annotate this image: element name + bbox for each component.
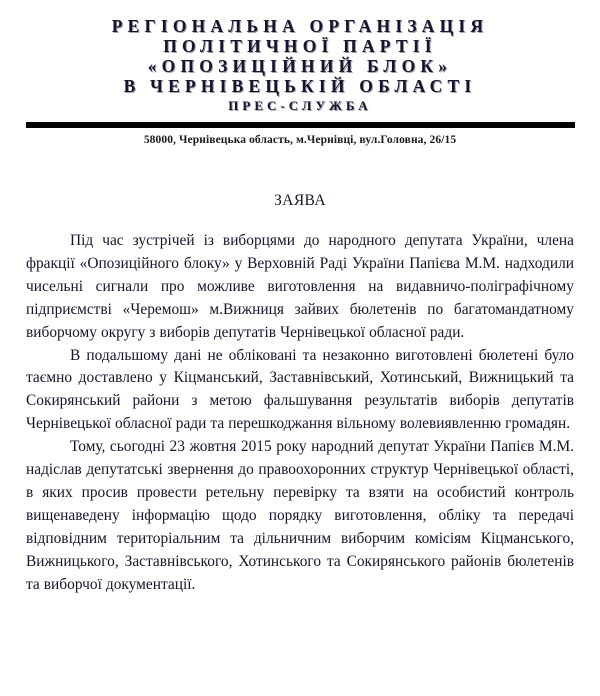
document-title: ЗАЯВА bbox=[274, 192, 326, 209]
letterhead-line-3: «ОПОЗИЦІЙНИЙ БЛОК» bbox=[147, 56, 453, 76]
body-paragraph: В подальшому дані не обліковані та незаконно виготовлені бюлетені було таємно доставлено у Кіцманський, Заставнівський, Хотинський, Вижницький та Сокирянський райони з метою фальшування результатів виборів депутатів Чернівецької обласної ради та перешкоджання вільному волевиявленню громадян. bbox=[26, 346, 574, 433]
header-divider-rule bbox=[26, 122, 575, 128]
document-body bbox=[26, 210, 574, 597]
letterhead-line-1: РЕГІОНАЛЬНА ОРГАНІЗАЦІЯ bbox=[111, 16, 489, 36]
letterhead-line-4: В ЧЕРНІВЕЦЬКІЙ ОБЛАСТІ bbox=[123, 76, 477, 96]
letterhead bbox=[0, 0, 600, 114]
letterhead-line-2: ПОЛІТИЧНОЇ ПАРТІЇ bbox=[163, 36, 437, 56]
body-paragraph: Тому, сьогодні 23 жовтня 2015 року народний депутат України Папієв М.М. надіслав депутатські звернення до правоохоронних структур Чернівецької області, в яких просив провести ретельну перевірку та взяти на особистий контроль вищенаведену інформацію щодо порядку виготовлення, обліку та передачі відповідним територіальним та дільничним виборчим комісіям Кіцманського, Вижницького, Заставнівського, Хотинського та Сокирянського районів бюлетенів та виборчої документації. bbox=[26, 438, 574, 593]
letterhead-address: 58000, Чернівецька область, м.Чернівці, вул.Головна, 26/15 bbox=[143, 134, 457, 146]
body-paragraph: Під час зустрічей із виборцями до народного депутата України, члена фракції «Опозиційного блоку» у Верховній Раді України Папієва М.М. надходили чисельні сигнали про можливе виготовлення на видавничо-поліграфічному підприємстві «Черемош» м.Вижниця зайвих бюлетенів по багатомандатному виборчому округу з виборів депутатів Чернівецької обласної ради. bbox=[26, 232, 574, 341]
letterhead-subtitle: ПРЕС-СЛУЖБА bbox=[228, 98, 372, 113]
